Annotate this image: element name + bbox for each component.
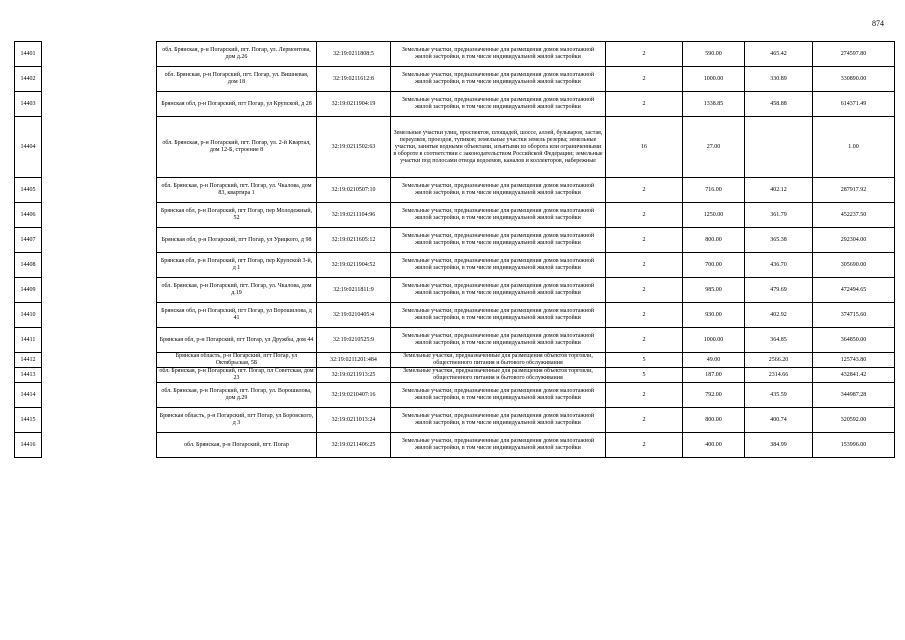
row-group-cell: 2: [606, 178, 683, 203]
row-id-cell: 14407: [15, 228, 42, 253]
table-row: [15, 253, 895, 278]
row-cadastral-value-cell: 292304.00: [813, 228, 895, 253]
page-number: 874: [872, 19, 884, 28]
row-land-use-cell: Земельные участки, предназначенные для размещения объектов торговли, общественного питания и бытового обслуживания: [391, 368, 606, 383]
row-gap-cell: [42, 117, 157, 178]
row-group-cell: 2: [606, 42, 683, 67]
row-area-cell: 27.00: [683, 117, 745, 178]
table-row: [15, 92, 895, 117]
row-cadastral-number-cell: 32:19:0211808:5: [317, 42, 391, 67]
row-area-cell: 400.00: [683, 433, 745, 458]
row-id-cell: 14403: [15, 92, 42, 117]
row-address-cell: обл. Брянская, р-н Погарский, пгт. Погар, ул. 2-й Квартал, дом 12-Б, строение 8: [157, 117, 317, 178]
row-address-cell: Брянская обл, р-н Погарский, пгт Погар, ул Ворошилова, д 41: [157, 303, 317, 328]
row-address-cell: обл. Брянская, р-н Погарский, пгт. Погар, ул. Чкалова, дом д.19: [157, 278, 317, 303]
row-id-cell: 14416: [15, 433, 42, 458]
row-group-cell: 16: [606, 117, 683, 178]
row-group-cell: 5: [606, 368, 683, 383]
row-address-cell: Брянская обл, р-н Погарский, пгт Погар, ул Урицкого, д 98: [157, 228, 317, 253]
table-row: [15, 67, 895, 92]
table-row: [15, 117, 895, 178]
row-cadastral-number-cell: 32:19:0211904:52: [317, 253, 391, 278]
row-id-cell: 14408: [15, 253, 42, 278]
row-gap-cell: [42, 433, 157, 458]
row-cadastral-number-cell: 32:19:0211013:24: [317, 408, 391, 433]
row-cadastral-value-cell: 344987.28: [813, 383, 895, 408]
row-address-cell: обл. Брянская, р-н Погарский, пгт. Погар, ул. Ворошилова, дом д.29: [157, 383, 317, 408]
row-id-cell: 14406: [15, 203, 42, 228]
row-specific-value-cell: 465.42: [745, 42, 813, 67]
row-land-use-cell: Земельные участки, предназначенные для размещения домов малоэтажной жилой застройки, в том числе индивидуальной жилой застройки: [391, 383, 606, 408]
row-land-use-cell: Земельные участки, предназначенные для размещения домов малоэтажной жилой застройки, в том числе индивидуальной жилой застройки: [391, 303, 606, 328]
row-group-cell: 2: [606, 203, 683, 228]
row-gap-cell: [42, 408, 157, 433]
row-cadastral-value-cell: 452237.50: [813, 203, 895, 228]
row-cadastral-number-cell: 32:19:0210405:4: [317, 303, 391, 328]
row-address-cell: Брянская обл, р-н Погарский, пгт Погар, ул Дружбы, дом 44: [157, 328, 317, 353]
table-row: [15, 42, 895, 67]
row-specific-value-cell: 2566.20: [745, 353, 813, 368]
row-land-use-cell: Земельные участки, предназначенные для размещения домов малоэтажной жилой застройки, в том числе индивидуальной жилой застройки: [391, 433, 606, 458]
table-row: [15, 303, 895, 328]
row-group-cell: 2: [606, 278, 683, 303]
row-address-cell: обл. Брянская, р-н Погарский, пгт. Погар, ул. Вишневая, дом 18: [157, 67, 317, 92]
table-row: [15, 408, 895, 433]
row-area-cell: 1250.00: [683, 203, 745, 228]
row-id-cell: 14412: [15, 353, 42, 368]
row-id-cell: 14402: [15, 67, 42, 92]
row-gap-cell: [42, 92, 157, 117]
row-cadastral-number-cell: 32:19:0211612:8: [317, 67, 391, 92]
row-cadastral-value-cell: 153996.00: [813, 433, 895, 458]
table-row: [15, 353, 895, 368]
row-gap-cell: [42, 67, 157, 92]
row-land-use-cell: Земельные участки, предназначенные для размещения домов малоэтажной жилой застройки, в том числе индивидуальной жилой застройки: [391, 67, 606, 92]
table-row: [15, 278, 895, 303]
row-cadastral-number-cell: 32:19:0211811:9: [317, 278, 391, 303]
row-id-cell: 14410: [15, 303, 42, 328]
row-address-cell: обл. Брянская, р-н Погарский, пгт. Погар, ул. Чкалова, дом 83, квартира 1: [157, 178, 317, 203]
row-gap-cell: [42, 328, 157, 353]
row-group-cell: 5: [606, 353, 683, 368]
row-cadastral-number-cell: 32:19:0210525:9: [317, 328, 391, 353]
row-area-cell: 590.00: [683, 42, 745, 67]
row-cadastral-value-cell: 1.00: [813, 117, 895, 178]
row-area-cell: 1338.85: [683, 92, 745, 117]
row-land-use-cell: Земельные участки, предназначенные для размещения домов малоэтажной жилой застройки, в том числе индивидуальной жилой застройки: [391, 178, 606, 203]
row-cadastral-number-cell: 32:19:0211406:25: [317, 433, 391, 458]
row-specific-value-cell: 364.85: [745, 328, 813, 353]
row-cadastral-value-cell: 274597.80: [813, 42, 895, 67]
row-land-use-cell: Земельные участки, предназначенные для размещения домов малоэтажной жилой застройки, в том числе индивидуальной жилой застройки: [391, 253, 606, 278]
row-address-cell: Брянская обл, р-н Погарский, пгт Погар, пер Крупской 3-й, д 1: [157, 253, 317, 278]
row-gap-cell: [42, 368, 157, 383]
table-row: [15, 383, 895, 408]
row-id-cell: 14409: [15, 278, 42, 303]
row-cadastral-number-cell: 32:19:0211104:96: [317, 203, 391, 228]
row-address-cell: обл. Брянская, р-н Погарский, пгт. Погар: [157, 433, 317, 458]
table-row: [15, 368, 895, 383]
row-area-cell: 800.00: [683, 408, 745, 433]
row-specific-value-cell: 2314.66: [745, 368, 813, 383]
row-cadastral-value-cell: 472494.65: [813, 278, 895, 303]
row-land-use-cell: Земельные участки, предназначенные для размещения домов малоэтажной жилой застройки, в том числе индивидуальной жилой застройки: [391, 408, 606, 433]
row-cadastral-value-cell: 364850.00: [813, 328, 895, 353]
row-specific-value-cell: 435.59: [745, 383, 813, 408]
row-address-cell: Брянская обл, р-н Погарский, пгт Погар, пер Молодежный, 52: [157, 203, 317, 228]
row-area-cell: 792.00: [683, 383, 745, 408]
row-gap-cell: [42, 278, 157, 303]
row-cadastral-value-cell: 125743.80: [813, 353, 895, 368]
row-cadastral-number-cell: 32:19:0210407:16: [317, 383, 391, 408]
row-group-cell: 2: [606, 383, 683, 408]
row-specific-value-cell: 365.38: [745, 228, 813, 253]
row-land-use-cell: Земельные участки, предназначенные для размещения домов малоэтажной жилой застройки, в том числе индивидуальной жилой застройки: [391, 42, 606, 67]
row-id-cell: 14415: [15, 408, 42, 433]
row-group-cell: 2: [606, 67, 683, 92]
row-cadastral-value-cell: 374715.60: [813, 303, 895, 328]
row-area-cell: 800.00: [683, 228, 745, 253]
row-cadastral-number-cell: 32:19:0211913:25: [317, 368, 391, 383]
row-group-cell: 2: [606, 328, 683, 353]
row-cadastral-number-cell: 32:19:0211502:63: [317, 117, 391, 178]
row-land-use-cell: Земельные участки, предназначенные для размещения домов малоэтажной жилой застройки, в том числе индивидуальной жилой застройки: [391, 328, 606, 353]
row-specific-value-cell: [745, 117, 813, 178]
row-id-cell: 14414: [15, 383, 42, 408]
cadastral-value-table: [14, 41, 895, 458]
row-address-cell: Брянская область, р-н Погарский, пгт Погар, ул Боровского, д 3: [157, 408, 317, 433]
row-land-use-cell: Земельные участки, предназначенные для размещения домов малоэтажной жилой застройки, в том числе индивидуальной жилой застройки: [391, 92, 606, 117]
row-address-cell: обл. Брянская, р-н Погарский, пгт. Погар, ул. Лермонтова, дом д.26: [157, 42, 317, 67]
row-area-cell: 1000.00: [683, 328, 745, 353]
row-group-cell: 2: [606, 408, 683, 433]
row-cadastral-value-cell: 287917.92: [813, 178, 895, 203]
row-specific-value-cell: 402.92: [745, 303, 813, 328]
row-specific-value-cell: 479.69: [745, 278, 813, 303]
row-gap-cell: [42, 42, 157, 67]
row-gap-cell: [42, 353, 157, 368]
row-gap-cell: [42, 203, 157, 228]
row-land-use-cell: Земельные участки, предназначенные для размещения домов малоэтажной жилой застройки, в том числе индивидуальной жилой застройки: [391, 203, 606, 228]
row-land-use-cell: Земельные участки, предназначенные для размещения домов малоэтажной жилой застройки, в том числе индивидуальной жилой застройки: [391, 278, 606, 303]
row-group-cell: 2: [606, 303, 683, 328]
table-row: [15, 328, 895, 353]
row-gap-cell: [42, 178, 157, 203]
row-id-cell: 14411: [15, 328, 42, 353]
row-cadastral-number-cell: 32:19:0211904:19: [317, 92, 391, 117]
row-address-cell: Брянская обл, р-н Погарский, пгт Погар, ул Крупской, д 28: [157, 92, 317, 117]
row-area-cell: 985.00: [683, 278, 745, 303]
table-row: [15, 203, 895, 228]
row-land-use-cell: Земельные участки, предназначенные для размещения объектов торговли, общественного питания и бытового обслуживания: [391, 353, 606, 368]
row-specific-value-cell: 458.88: [745, 92, 813, 117]
row-specific-value-cell: 361.79: [745, 203, 813, 228]
row-area-cell: 716.00: [683, 178, 745, 203]
row-group-cell: 2: [606, 433, 683, 458]
table-row: [15, 178, 895, 203]
row-gap-cell: [42, 253, 157, 278]
row-cadastral-value-cell: 432841.42: [813, 368, 895, 383]
row-area-cell: 49.00: [683, 353, 745, 368]
table-row: [15, 228, 895, 253]
row-id-cell: 14405: [15, 178, 42, 203]
row-cadastral-value-cell: 614371.49: [813, 92, 895, 117]
row-gap-cell: [42, 383, 157, 408]
row-group-cell: 2: [606, 253, 683, 278]
table-body: [15, 42, 895, 458]
row-gap-cell: [42, 228, 157, 253]
row-cadastral-number-cell: 32:19:0211605:12: [317, 228, 391, 253]
row-area-cell: 700.00: [683, 253, 745, 278]
row-id-cell: 14401: [15, 42, 42, 67]
row-cadastral-value-cell: 305690.00: [813, 253, 895, 278]
table-row: [15, 433, 895, 458]
row-group-cell: 2: [606, 228, 683, 253]
row-group-cell: 2: [606, 92, 683, 117]
row-cadastral-number-cell: 32:19:0211201:484: [317, 353, 391, 368]
row-area-cell: 1000.00: [683, 67, 745, 92]
row-specific-value-cell: 436.70: [745, 253, 813, 278]
row-specific-value-cell: 400.74: [745, 408, 813, 433]
row-specific-value-cell: 330.89: [745, 67, 813, 92]
row-area-cell: 187.00: [683, 368, 745, 383]
row-land-use-cell: Земельные участки, предназначенные для размещения домов малоэтажной жилой застройки, в том числе индивидуальной жилой застройки: [391, 228, 606, 253]
row-specific-value-cell: 402.12: [745, 178, 813, 203]
row-address-cell: Брянская область, р-н Погарский, пгт Погар, ул Октябрьская, 5Б: [157, 353, 317, 368]
row-area-cell: 930.00: [683, 303, 745, 328]
row-id-cell: 14413: [15, 368, 42, 383]
row-cadastral-value-cell: 320592.00: [813, 408, 895, 433]
row-address-cell: обл. Брянская, р-н Погарский, пгт. Погар, пл Советская, дом 23: [157, 368, 317, 383]
row-id-cell: 14404: [15, 117, 42, 178]
row-land-use-cell: Земельные участки улиц, проспектов, площадей, шоссе, аллей, бульваров, застав, переулков, проездов, тупиков; земельные участки земель резерва; земельные участки, занятые водными объектами, изъятыми из оборота или ограниченными в обороте в соответствии с законодательством Российской Федерации; земельные участки под полосами отвода водоемов, каналов и коллекторов, набережные: [391, 117, 606, 178]
row-gap-cell: [42, 303, 157, 328]
row-cadastral-value-cell: 330890.00: [813, 67, 895, 92]
row-cadastral-number-cell: 32:19:0210507:10: [317, 178, 391, 203]
row-specific-value-cell: 384.99: [745, 433, 813, 458]
